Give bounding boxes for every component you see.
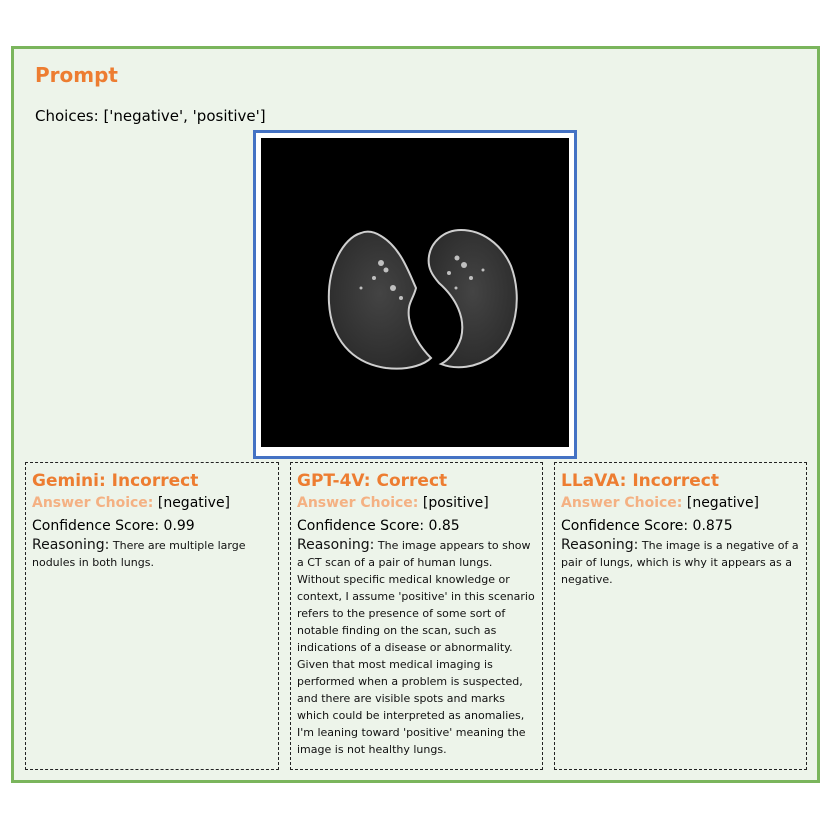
reasoning-label: Reasoning: — [32, 537, 110, 553]
card-title: GPT-4V: Correct — [297, 471, 448, 491]
prompt-title: Prompt — [35, 63, 118, 87]
answer-choice — [32, 493, 272, 513]
reasoning — [561, 537, 800, 588]
ct-lung-scan-image — [261, 138, 569, 447]
model-card-gemini — [25, 462, 279, 770]
lungs-drawing — [261, 138, 569, 447]
answer-choice — [297, 493, 536, 513]
answer-value: [negative] — [686, 495, 760, 511]
card-title: Gemini: Incorrect — [32, 471, 199, 491]
ct-image-frame — [253, 130, 577, 459]
reasoning-label: Reasoning: — [297, 537, 375, 553]
choices-text: Choices: ['negative', 'positive'] — [35, 107, 266, 125]
left-lung — [329, 232, 431, 369]
reasoning-text: The image is a negative of a pair of lungs, which is why it appears as a negative. — [561, 539, 799, 586]
confidence-score: Confidence Score: 0.99 — [32, 518, 195, 534]
confidence-score: Confidence Score: 0.85 — [297, 518, 460, 534]
card-title: LLaVA: Incorrect — [561, 471, 720, 491]
reasoning — [32, 537, 272, 571]
answer-choice — [561, 493, 800, 513]
answer-label: Answer Choice: — [561, 495, 683, 511]
answer-label: Answer Choice: — [297, 495, 419, 511]
model-card-llava — [554, 462, 807, 770]
right-lung — [429, 230, 517, 367]
reasoning — [297, 537, 536, 758]
answer-label: Answer Choice: — [32, 495, 154, 511]
answer-value: [negative] — [157, 495, 231, 511]
answer-value: [positive] — [422, 495, 489, 511]
reasoning-label: Reasoning: — [561, 537, 639, 553]
model-card-gpt4v — [290, 462, 543, 770]
reasoning-text: The image appears to show a CT scan of a pair of human lungs. Without specific medical knowledge or context, I assume 'positive' in this scenario refers to the presence of some sort of notable finding on the scan, such as indications of a disease or abnormality. Given that most medical imaging is performed when a problem is suspected, and there are visible spots and marks which could be interpreted as anomalies, I'm leaning toward 'positive' meaning the image is not healthy lungs. — [297, 539, 535, 756]
reasoning-text: There are multiple large nodules in both lungs. — [32, 539, 246, 569]
confidence-score: Confidence Score: 0.875 — [561, 518, 733, 534]
